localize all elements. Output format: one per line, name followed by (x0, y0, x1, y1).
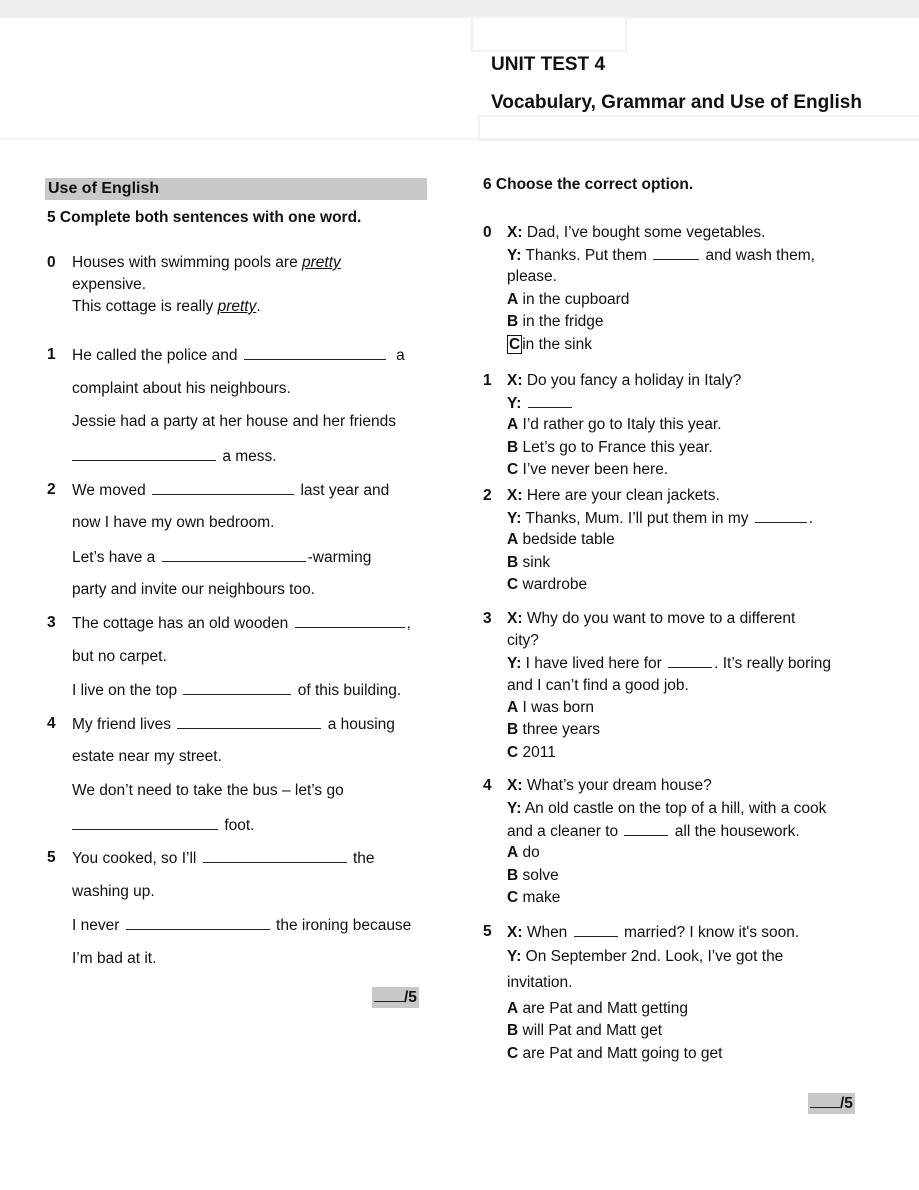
option-c-text: in the sink (522, 336, 592, 353)
item-1-line-4 (72, 445, 277, 468)
score-total: /5 (404, 989, 417, 1006)
q4-option-c[interactable] (507, 887, 560, 909)
option-c-text: are Pat and Matt going to get (522, 1045, 723, 1062)
section-heading: Use of English (45, 178, 427, 200)
item-4-blank-b[interactable] (72, 814, 218, 830)
q5-x2: married? I know it's soon. (623, 924, 800, 941)
item-0-period: . (256, 298, 261, 315)
item-2-line-1 (72, 479, 389, 502)
q0-option-c[interactable] (507, 334, 592, 356)
q1-x: Do you fancy a holiday in Italy? (526, 372, 742, 389)
q1-option-b[interactable] (507, 437, 713, 459)
exercise-6-title: 6 Choose the correct option. (483, 176, 694, 193)
exercise-5-score (372, 987, 419, 1008)
item-2-text: We moved (72, 482, 146, 499)
q0-y1: Thanks. Put them (525, 247, 647, 264)
q4-y-line (507, 798, 826, 820)
item-5-line-2: washing up. (72, 883, 155, 900)
score-total: /5 (840, 1095, 853, 1112)
q5-option-c[interactable] (507, 1043, 722, 1065)
speaker-y: Y: (507, 395, 522, 412)
q4-blank[interactable] (624, 820, 668, 836)
item-5-line-4: I’m bad at it. (72, 950, 157, 967)
option-b-letter: B (507, 1022, 519, 1039)
item-2-line-3 (72, 546, 371, 569)
q3-number: 3 (483, 610, 492, 627)
item-4-blank-a[interactable] (177, 713, 321, 729)
item-2-text-2: last year and (300, 482, 390, 499)
q2-x: Here are your clean jackets. (526, 487, 720, 504)
q5-option-a[interactable] (507, 998, 688, 1020)
item-2-number: 2 (47, 481, 56, 498)
item-5-blank-a[interactable] (203, 847, 347, 863)
q0-blank[interactable] (653, 244, 699, 260)
speaker-x: X: (507, 777, 523, 794)
item-3-line-1 (72, 612, 411, 635)
item-1-line-3: Jessie had a party at her house and her friends (72, 413, 396, 430)
item-5-text-3: I never (72, 917, 120, 934)
item-1-line-2: complaint about his neighbours. (72, 380, 291, 397)
q2-y-line (507, 507, 813, 530)
item-4-text-3: foot. (224, 817, 255, 834)
option-c-letter: C (507, 461, 519, 478)
q4-y1: An old castle on the top of a hill, with a cook (524, 800, 827, 817)
option-a-letter: A (507, 416, 519, 433)
speaker-x: X: (507, 924, 523, 941)
option-b-text: three years (522, 721, 601, 738)
item-5-blank-b[interactable] (126, 914, 270, 930)
item-4-number: 4 (47, 715, 56, 732)
speaker-y: Y: (507, 948, 522, 965)
q2-y1: Thanks, Mum. I’ll put them in my (525, 510, 749, 527)
q3-blank[interactable] (668, 652, 712, 668)
item-5-line-1 (72, 847, 375, 870)
q4-y3: all the housework. (674, 823, 800, 840)
q3-y3: and I can’t find a good job. (507, 677, 689, 694)
item-1-number: 1 (47, 346, 56, 363)
exercise-6-score (808, 1093, 855, 1114)
q0-x-line (507, 222, 766, 244)
option-b-letter: B (507, 721, 519, 738)
q5-blank[interactable] (574, 921, 618, 937)
q3-y2: . It’s really boring (714, 655, 832, 672)
item-2-blank-b[interactable] (162, 546, 306, 562)
unit-title: UNIT TEST 4 (491, 54, 606, 75)
item-3-blank-a[interactable] (295, 612, 405, 628)
item-4-line-4 (72, 814, 254, 837)
option-c-letter-circled: C (509, 336, 521, 353)
top-band (0, 0, 919, 18)
item-4-line-2: estate near my street. (72, 748, 222, 765)
q3-option-b[interactable] (507, 719, 600, 741)
item-2-blank-a[interactable] (152, 479, 294, 495)
option-b-letter: B (507, 439, 519, 456)
header-rule (0, 138, 919, 140)
item-4-text-2: a housing (327, 716, 395, 733)
q2-y2: . (808, 510, 814, 527)
option-b-text: sink (522, 554, 551, 571)
q2-option-b[interactable] (507, 552, 550, 574)
q3-option-c[interactable] (507, 742, 556, 764)
item-0-line-2: expensive. (72, 276, 147, 293)
option-a-text: bedside table (522, 531, 615, 548)
item-5-line-3 (72, 914, 411, 937)
option-a-letter: A (507, 291, 519, 308)
option-b-letter: B (507, 313, 519, 330)
option-c-letter: C (507, 576, 519, 593)
item-3-number: 3 (47, 614, 56, 631)
item-2-line-4: party and invite our neighbours too. (72, 581, 315, 598)
option-b-letter: B (507, 867, 519, 884)
item-3-comma: , (406, 615, 411, 632)
item-3-line-2: but no carpet. (72, 648, 167, 665)
speaker-y: Y: (507, 800, 522, 817)
item-5-text-2: the (353, 850, 375, 867)
exercise-5-title: 5 Complete both sentences with one word. (47, 209, 362, 226)
q0-number: 0 (483, 224, 492, 241)
item-0-number: 0 (47, 254, 56, 271)
item-5-text-4: the ironing because (276, 917, 412, 934)
item-2-text-3: Let’s have a (72, 549, 156, 566)
q2-option-a[interactable] (507, 529, 615, 551)
q4-x-line (507, 775, 712, 797)
option-b-text: in the fridge (522, 313, 604, 330)
q0-y-line (507, 244, 815, 267)
q3-x-line (507, 608, 795, 630)
q3-x2: city? (507, 632, 539, 649)
q0-option-b[interactable] (507, 311, 604, 333)
item-3-text-2: I live on the top (72, 682, 178, 699)
item-0-text-b: This cottage is really (72, 298, 218, 315)
option-c-text: make (522, 889, 561, 906)
item-0-line-3 (72, 296, 261, 318)
q2-x-line (507, 485, 720, 507)
q4-number: 4 (483, 777, 492, 794)
speaker-x: X: (507, 610, 523, 627)
q4-y2: and a cleaner to (507, 823, 619, 840)
item-0-answer: pretty (302, 254, 341, 271)
q0-y2: and wash them, (705, 247, 815, 264)
option-a-letter: A (507, 844, 519, 861)
speaker-y: Y: (507, 655, 522, 672)
score-blank[interactable] (810, 1093, 840, 1108)
q5-y1: On September 2nd. Look, I’ve got the (525, 948, 784, 965)
speaker-y: Y: (507, 247, 522, 264)
speaker-y: Y: (507, 510, 522, 527)
item-0-line-1 (72, 252, 341, 274)
q4-y-line-2 (507, 820, 800, 843)
q5-y2: invitation. (507, 974, 573, 991)
option-a-letter: A (507, 531, 519, 548)
header-frame-top (471, 16, 627, 52)
q5-number: 5 (483, 923, 492, 940)
page-subtitle: Vocabulary, Grammar and Use of English (491, 92, 862, 113)
q2-blank[interactable] (755, 507, 807, 523)
item-4-line-1 (72, 713, 395, 736)
score-blank[interactable] (374, 987, 404, 1002)
item-5-number: 5 (47, 849, 56, 866)
q3-x1: Why do you want to move to a different (526, 610, 796, 627)
q3-y1: I have lived here for (525, 655, 662, 672)
item-4-text: My friend lives (72, 716, 172, 733)
option-b-text: solve (522, 867, 559, 884)
q4-x: What’s your dream house? (526, 777, 712, 794)
q1-number: 1 (483, 372, 492, 389)
option-c-letter: C (507, 744, 519, 761)
option-a-text: in the cupboard (522, 291, 630, 308)
item-1-text: He called the police and (72, 347, 238, 364)
q4-option-b[interactable] (507, 865, 559, 887)
item-1-blank-b[interactable] (72, 445, 216, 461)
q5-option-b[interactable] (507, 1020, 662, 1042)
option-a-letter: A (507, 699, 519, 716)
item-1-text-3: a mess. (222, 448, 277, 465)
item-0-text: Houses with swimming pools are (72, 254, 303, 271)
item-4-line-3: We don’t need to take the bus – let’s go (72, 782, 344, 799)
option-c-text: 2011 (522, 744, 556, 761)
q4-option-a[interactable] (507, 842, 540, 864)
q5-y-line (507, 946, 783, 968)
q0-x: Dad, I’ve bought some vegetables. (526, 224, 766, 241)
item-3-text: The cottage has an old wooden (72, 615, 289, 632)
option-b-text: will Pat and Matt get (522, 1022, 663, 1039)
speaker-x: X: (507, 372, 523, 389)
q2-number: 2 (483, 487, 492, 504)
q5-x1: When (526, 924, 568, 941)
q2-option-c[interactable] (507, 574, 587, 596)
item-1-line-1 (72, 344, 405, 367)
item-3-line-3 (72, 679, 401, 702)
q3-option-a[interactable] (507, 697, 594, 719)
item-2-line-2: now I have my own bedroom. (72, 514, 275, 531)
item-1-blank-a[interactable] (244, 344, 386, 360)
q0-y3: please. (507, 268, 557, 285)
option-c-text: wardrobe (522, 576, 588, 593)
speaker-x: X: (507, 487, 523, 504)
option-a-text: I’d rather go to Italy this year. (522, 416, 722, 433)
option-a-letter: A (507, 1000, 519, 1017)
option-c-letter: C (507, 1045, 519, 1062)
option-c-text: I’ve never been here. (522, 461, 669, 478)
item-0-answer-b: pretty (217, 298, 257, 315)
option-b-text: Let’s go to France this year. (522, 439, 713, 456)
q1-option-a[interactable] (507, 414, 722, 436)
option-a-text: are Pat and Matt getting (522, 1000, 688, 1017)
q5-x-line (507, 921, 799, 944)
option-c-letter: C (507, 889, 519, 906)
q1-option-c[interactable] (507, 459, 668, 481)
q3-y-line (507, 652, 831, 675)
q0-option-a[interactable] (507, 289, 629, 311)
item-3-text-3: of this building. (297, 682, 402, 699)
option-b-letter: B (507, 554, 519, 571)
item-5-text: You cooked, so I’ll (72, 850, 197, 867)
q1-y-line (507, 392, 574, 415)
q1-x-line (507, 370, 741, 392)
item-2-text-4: -warming (307, 549, 372, 566)
option-a-text: do (522, 844, 540, 861)
item-3-blank-b[interactable] (183, 679, 291, 695)
speaker-x: X: (507, 224, 523, 241)
option-a-text: I was born (522, 699, 595, 716)
q1-blank[interactable] (528, 392, 572, 408)
item-1-text-2: a (396, 347, 405, 364)
